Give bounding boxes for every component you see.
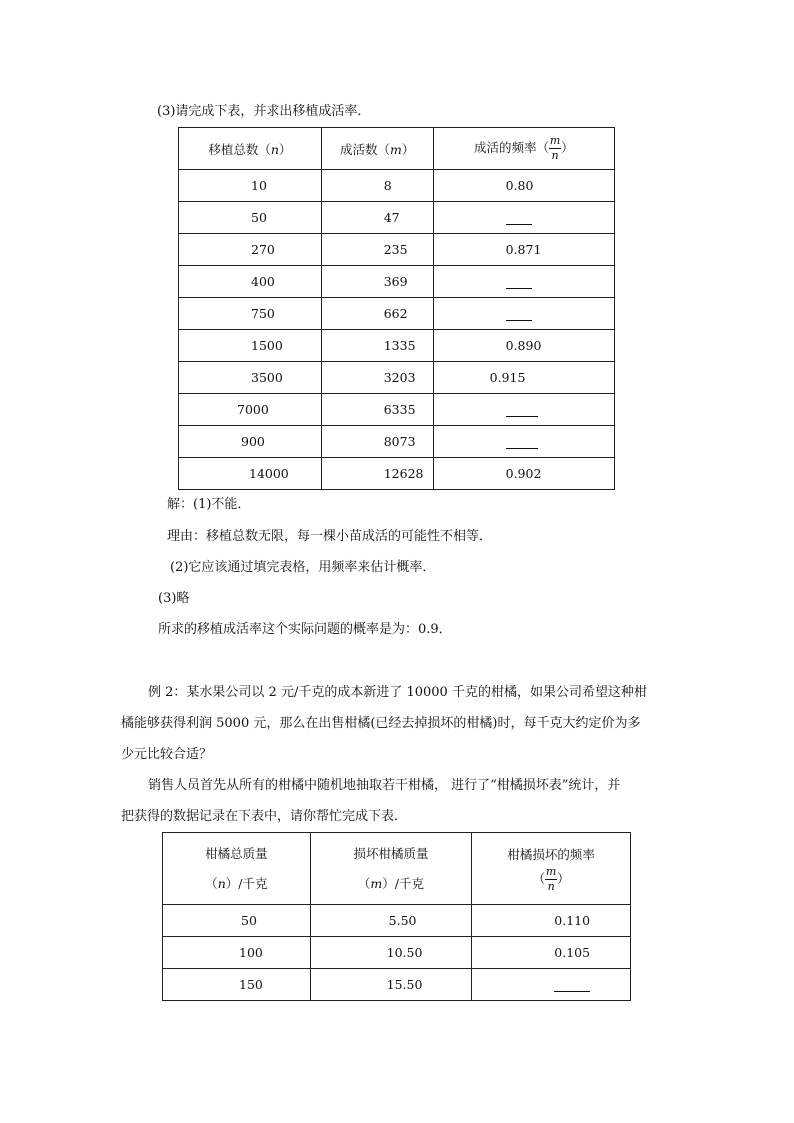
cell-alive: 235 [321,234,433,266]
solution-line-1: 解：(1)不能． [167,497,251,512]
example2-para2-line2: 把获得的数据记录在下表中，请你帮忙完成下表． [121,809,408,824]
cell-total: 270 [179,234,322,266]
cell-frequency: 0.110 [472,905,631,937]
cell-total-mass: 50 [163,905,311,937]
table-row [179,330,615,362]
header-survival-count: 成活数（m） [321,128,433,170]
cell-alive: 8 [321,170,433,202]
table-row [179,362,615,394]
header-transplant-total: 移植总数（n） [179,128,322,170]
cell-frequency: 0.105 [472,937,631,969]
orange-damage-table [162,832,631,1001]
cell-frequency-blank[interactable] [433,394,614,426]
cell-frequency: 0.902 [433,458,614,490]
fraction-m-over-n: $\frac{m}{n}$ [545,865,557,893]
header-damage-frequency: 柑橘损坏的频率 （ $\frac{m}{n}$ ） [472,833,631,905]
cell-frequency: 0.80 [433,170,614,202]
cell-frequency-blank[interactable] [433,426,614,458]
cell-alive: 1335 [321,330,433,362]
header-damaged-mass: 损坏柑橘质量 （m）/千克 [310,833,472,905]
example2-para1-line3: 少元比较合适？ [121,747,213,762]
fraction-m-over-n: $\frac{m}{n}$ [549,134,561,162]
cell-total: 750 [179,298,322,330]
cell-total: 7000 [179,394,322,426]
part3-prompt: (3)请完成下表，并求出移植成活率． [157,104,371,119]
cell-total: 3500 [179,362,322,394]
transplant-table [178,127,615,490]
solution-line-2: 理由：移植总数无限，每一棵小苗成活的可能性不相等． [167,529,493,544]
table-row [179,426,615,458]
table-row [179,394,615,426]
table-header-row [163,833,631,905]
cell-total: 400 [179,266,322,298]
cell-alive: 3203 [321,362,433,394]
table-row [179,170,615,202]
solution-line-5: 所求的移植成活率这个实际问题的概率是为：0.9． [158,622,452,637]
cell-alive: 662 [321,298,433,330]
cell-frequency: 0.915 [433,362,614,394]
cell-total: 10 [179,170,322,202]
cell-frequency: 0.871 [433,234,614,266]
header-orange-total-mass: 柑橘总质量 （n）/千克 [163,833,311,905]
table-header-row [179,128,615,170]
example2-para1-line1: 例 2：某水果公司以 2 元/千克的成本新进了 10000 千克的柑橘，如果公司希望这种柑 [148,685,647,700]
cell-frequency: 0.890 [433,330,614,362]
cell-alive: 369 [321,266,433,298]
cell-frequency-blank[interactable] [472,969,631,1001]
table-row [163,969,631,1001]
cell-total: 1500 [179,330,322,362]
solution-line-3: (2)它应该通过填完表格，用频率来估计概率． [170,560,436,575]
solution-line-4: (3)略 [158,591,190,606]
cell-damaged-mass: 10.50 [310,937,472,969]
cell-alive: 8073 [321,426,433,458]
table-row [179,202,615,234]
header-survival-frequency: 成活的频率（ $\frac{m}{n}$ ） [433,128,614,170]
cell-total: 900 [179,426,322,458]
example2-para1-line2: 橘能够获得利润 5000 元，那么在出售柑橘(已经去掉损坏的柑橘)时，每千克大约定价为多 [121,716,641,731]
table-row [179,298,615,330]
cell-alive: 6335 [321,394,433,426]
example2-para2-line1: 销售人员首先从所有的柑橘中随机地抽取若干柑橘， 进行了“柑橘损坏表”统计，并 [148,778,621,793]
cell-frequency-blank[interactable] [433,298,614,330]
cell-frequency-blank[interactable] [433,266,614,298]
cell-damaged-mass: 15.50 [310,969,472,1001]
table-row [179,234,615,266]
cell-total-mass: 100 [163,937,311,969]
table-row [179,266,615,298]
cell-damaged-mass: 5.50 [310,905,472,937]
table-row [163,937,631,969]
cell-frequency-blank[interactable] [433,202,614,234]
cell-total-mass: 150 [163,969,311,1001]
cell-alive: 47 [321,202,433,234]
table-row [163,905,631,937]
cell-total: 14000 [179,458,322,490]
cell-alive: 12628 [321,458,433,490]
table-row [179,458,615,490]
cell-total: 50 [179,202,322,234]
